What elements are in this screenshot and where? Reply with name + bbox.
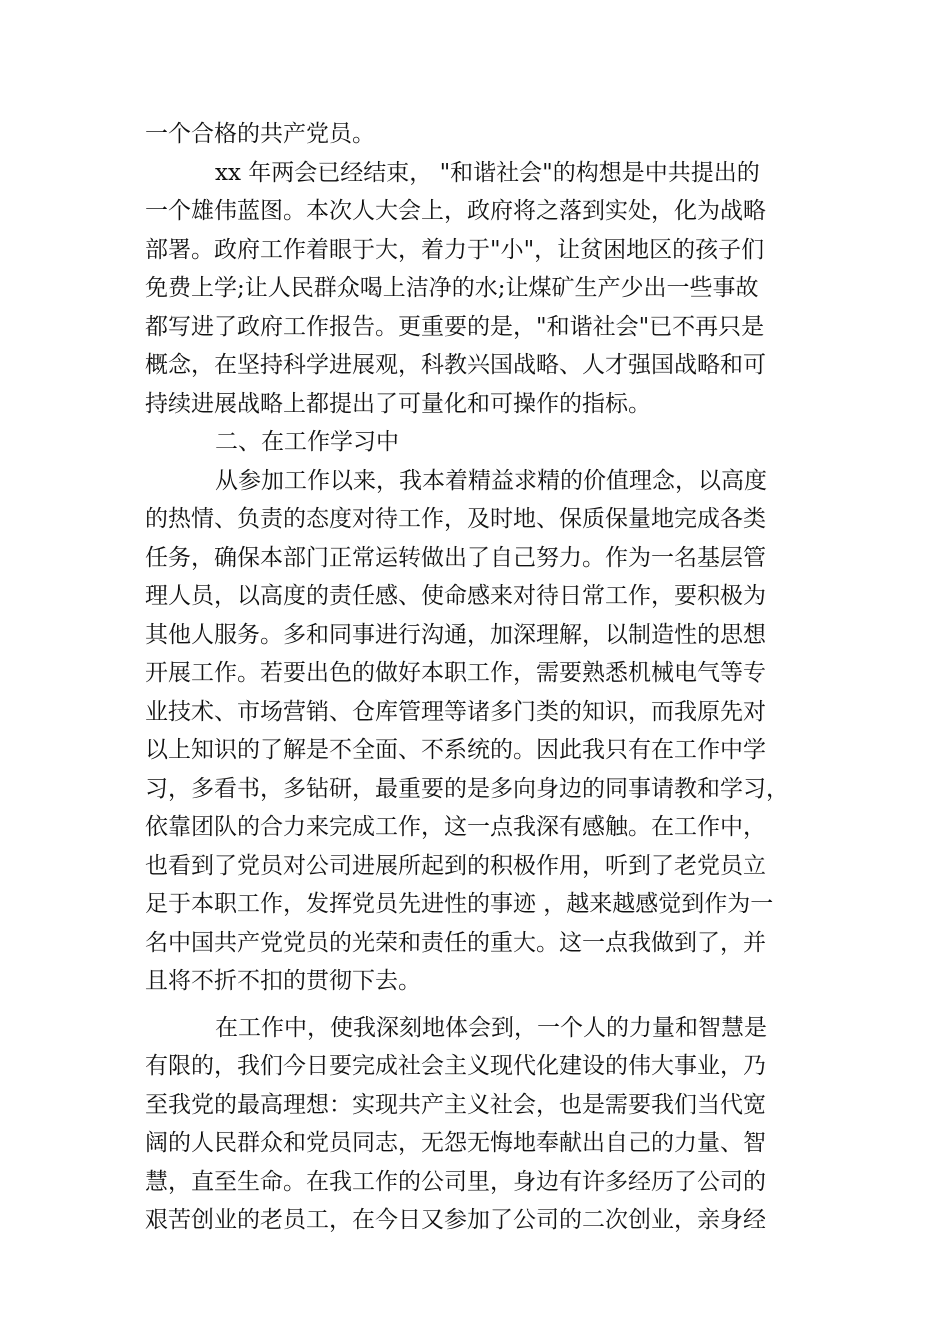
text-line: 艰苦创业的老员工，在今日又参加了公司的二次创业，亲身经 (145, 1207, 766, 1233)
text-line: 的热情、负责的态度对待工作，及时地、保质保量地完成各类 (145, 506, 766, 532)
section-heading: 二、在工作学习中 (215, 429, 399, 455)
text-line: 以上知识的了解是不全面、不系统的。因此我只有在工作中学 (145, 737, 766, 763)
text-line: 有限的，我们今日要完成社会主义现代化建设的伟大事业，乃 (145, 1053, 766, 1079)
text-line: 至我党的最高理想：实现共产主义社会，也是需要我们当代宽 (145, 1092, 766, 1118)
text-line: 开展工作。若要出色的做好本职工作，需要熟悉机械电气等专 (145, 660, 766, 686)
text-line: 免费上学;让人民群众喝上洁净的水;让煤矿生产少出一些事故 (145, 275, 759, 301)
text-line: 都写进了政府工作报告。更重要的是，"和谐社会"已不再只是 (145, 314, 765, 340)
text-line: 一个合格的共产党员。 (145, 121, 375, 147)
text-line: 持续进展战略上都提出了可量化和可操作的指标。 (145, 391, 651, 417)
text-line: 也看到了党员对公司进展所起到的积极作用，听到了老党员立 (145, 853, 766, 879)
text-line: 阔的人民群众和党员同志，无怨无悔地奉献出自己的力量、智 (145, 1130, 766, 1156)
text-line: 足于本职工作，发挥党员先进性的事迹 ，越来越感觉到作为一 (145, 891, 774, 917)
text-line: 名中国共产党党员的光荣和责任的重大。这一点我做到了，并 (145, 930, 766, 956)
text-line: 其他人服务。多和同事进行沟通，加深理解，以制造性的思想 (145, 622, 766, 648)
text-line: 依靠团队的合力来完成工作，这一点我深有感触。在工作中， (145, 814, 766, 840)
text-line: 一个雄伟蓝图。本次人大会上，政府将之落到实处，化为战略 (145, 198, 766, 224)
text-line: 理人员，以高度的责任感、使命感来对待日常工作，要积极为 (145, 583, 766, 609)
text-line: 任务，确保本部门正常运转做出了自己努力。作为一名基层管 (145, 545, 766, 571)
text-line: 从参加工作以来，我本着精益求精的价值理念，以高度 (215, 468, 767, 494)
text-line: 习，多看书，多钻研，最重要的是多向身边的同事请教和学习， (145, 776, 789, 802)
text-line: 部署。政府工作着眼于大，着力于"小"，让贫困地区的孩子们 (145, 237, 765, 263)
text-line: 慧，直至生命。在我工作的公司里，身边有许多经历了公司的 (145, 1169, 766, 1195)
text-line: 且将不折不扣的贯彻下去。 (145, 968, 421, 994)
text-line: 概念，在坚持科学进展观，科教兴国战略、人才强国战略和可 (145, 352, 766, 378)
text-line: xx 年两会已经结束， "和谐社会"的构想是中共提出的 (215, 160, 760, 186)
text-line: 业技术、市场营销、仓库管理等诸多门类的知识，而我原先对 (145, 699, 766, 725)
text-line: 在工作中，使我深刻地体会到，一个人的力量和智慧是 (215, 1015, 767, 1041)
